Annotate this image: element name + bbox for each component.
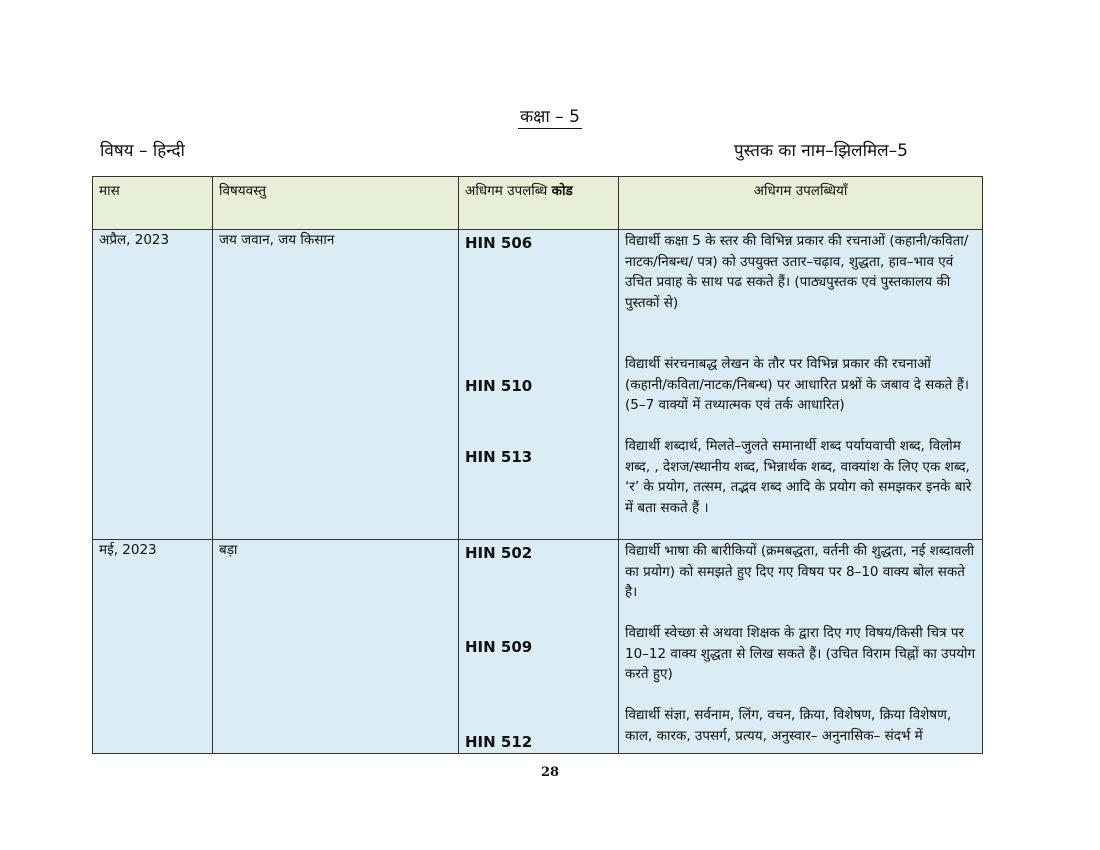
- outcomes-cell: [619, 540, 983, 754]
- outcome-code: HIN 506: [465, 234, 533, 252]
- page-number: 28: [540, 765, 560, 780]
- outcome-text: विद्यार्थी शब्दार्थ, मिलते–जुलते समानार्थी शब्द पर्यायवाची शब्द, विलोम शब्द, , देशज/स्थानीय शब्द, भिन्नार्थक शब्द, वाक्यांश के लिए एक शब्द, ‘र’ के प्रयोग, तत्सम, तद्भव शब्द आदि के प्रयोग को समझकर इनके बारे में बता सकते हैं ।: [625, 438, 972, 516]
- outcome-code: HIN 510: [465, 377, 533, 395]
- code-cell: [459, 230, 619, 540]
- outcome-text: विद्यार्थी स्वेच्छा से अथवा शिक्षक के द्वारा दिए गए विषय/किसी चित्र पर 10–12 वाक्य शुद्धता से लिख सकते हैं। (उचित विराम चिह्नों का उपयोग करते हुए): [625, 625, 976, 682]
- column-header-content: विषयवस्तु: [213, 177, 459, 230]
- content-cell: बड़ा: [213, 540, 459, 754]
- table-row: [93, 540, 983, 754]
- outcome-code: HIN 509: [465, 638, 533, 656]
- outcome-text: विद्यार्थी संरचनाबद्ध लेखन के तौर पर विभिन्न प्रकार की रचनाओं (कहानी/कविता/नाटक/निबन्ध) पर आधारित प्रश्नों के जबाव दे सकते हैं। (5–7 वाक्यों में तथ्यात्मक एवं तर्क आधारित): [625, 356, 969, 413]
- class-title: कक्षा – 5: [0, 104, 1100, 129]
- outcome-text: विद्यार्थी कक्षा 5 के स्तर की विभिन्न प्रकार की रचनाओं (कहानी/कविता/नाटक/निबन्ध/ पत्र) को उपयुक्त उतार–चढ़ाव, शुद्धता, हाव–भाव एवं उचित प्रवाह के साथ पढ सकते हैं। (पाठ्यपुस्तक एवं पुस्तकालय की पुस्तकों से): [625, 233, 969, 311]
- column-header-outcomes: अधिगम उपलब्धियाँ: [619, 177, 983, 230]
- code-cell: [459, 540, 619, 754]
- table-row: [93, 230, 983, 540]
- table-header-row: [93, 177, 983, 230]
- outcome-text: विद्यार्थी संज्ञा, सर्वनाम, लिंग, वचन, क्रिया, विशेषण, क्रिया विशेषण, काल, कारक, उपसर्ग, प्रत्यय, अनुस्वार– अनुनासिक– संदर्भ में: [625, 707, 952, 744]
- content-cell: जय जवान, जय किसान: [213, 230, 459, 540]
- outcome-code: HIN 502: [465, 544, 533, 562]
- column-header-month: मास: [93, 177, 213, 230]
- book-name-label: पुस्तक का नाम–झिलमिल–5: [734, 141, 908, 161]
- learning-outcomes-table: [92, 176, 983, 754]
- outcome-text: विद्यार्थी भाषा की बारीकियों (क्रमबद्धता, वर्तनी की शुद्धता, नई शब्दावली का प्रयोग) को समझते हुए दिए गए विषय पर 8–10 वाक्य बोल सकते है।: [625, 543, 975, 600]
- column-header-code: अधिगम उपलब्धि कोड: [459, 177, 619, 230]
- outcome-code: HIN 513: [465, 448, 533, 466]
- month-cell: मई, 2023: [93, 540, 213, 754]
- subject-label: विषय – हिन्दी: [100, 141, 185, 161]
- outcomes-cell: [619, 230, 983, 540]
- outcome-code: HIN 512: [465, 733, 533, 751]
- month-cell: अप्रैल, 2023: [93, 230, 213, 540]
